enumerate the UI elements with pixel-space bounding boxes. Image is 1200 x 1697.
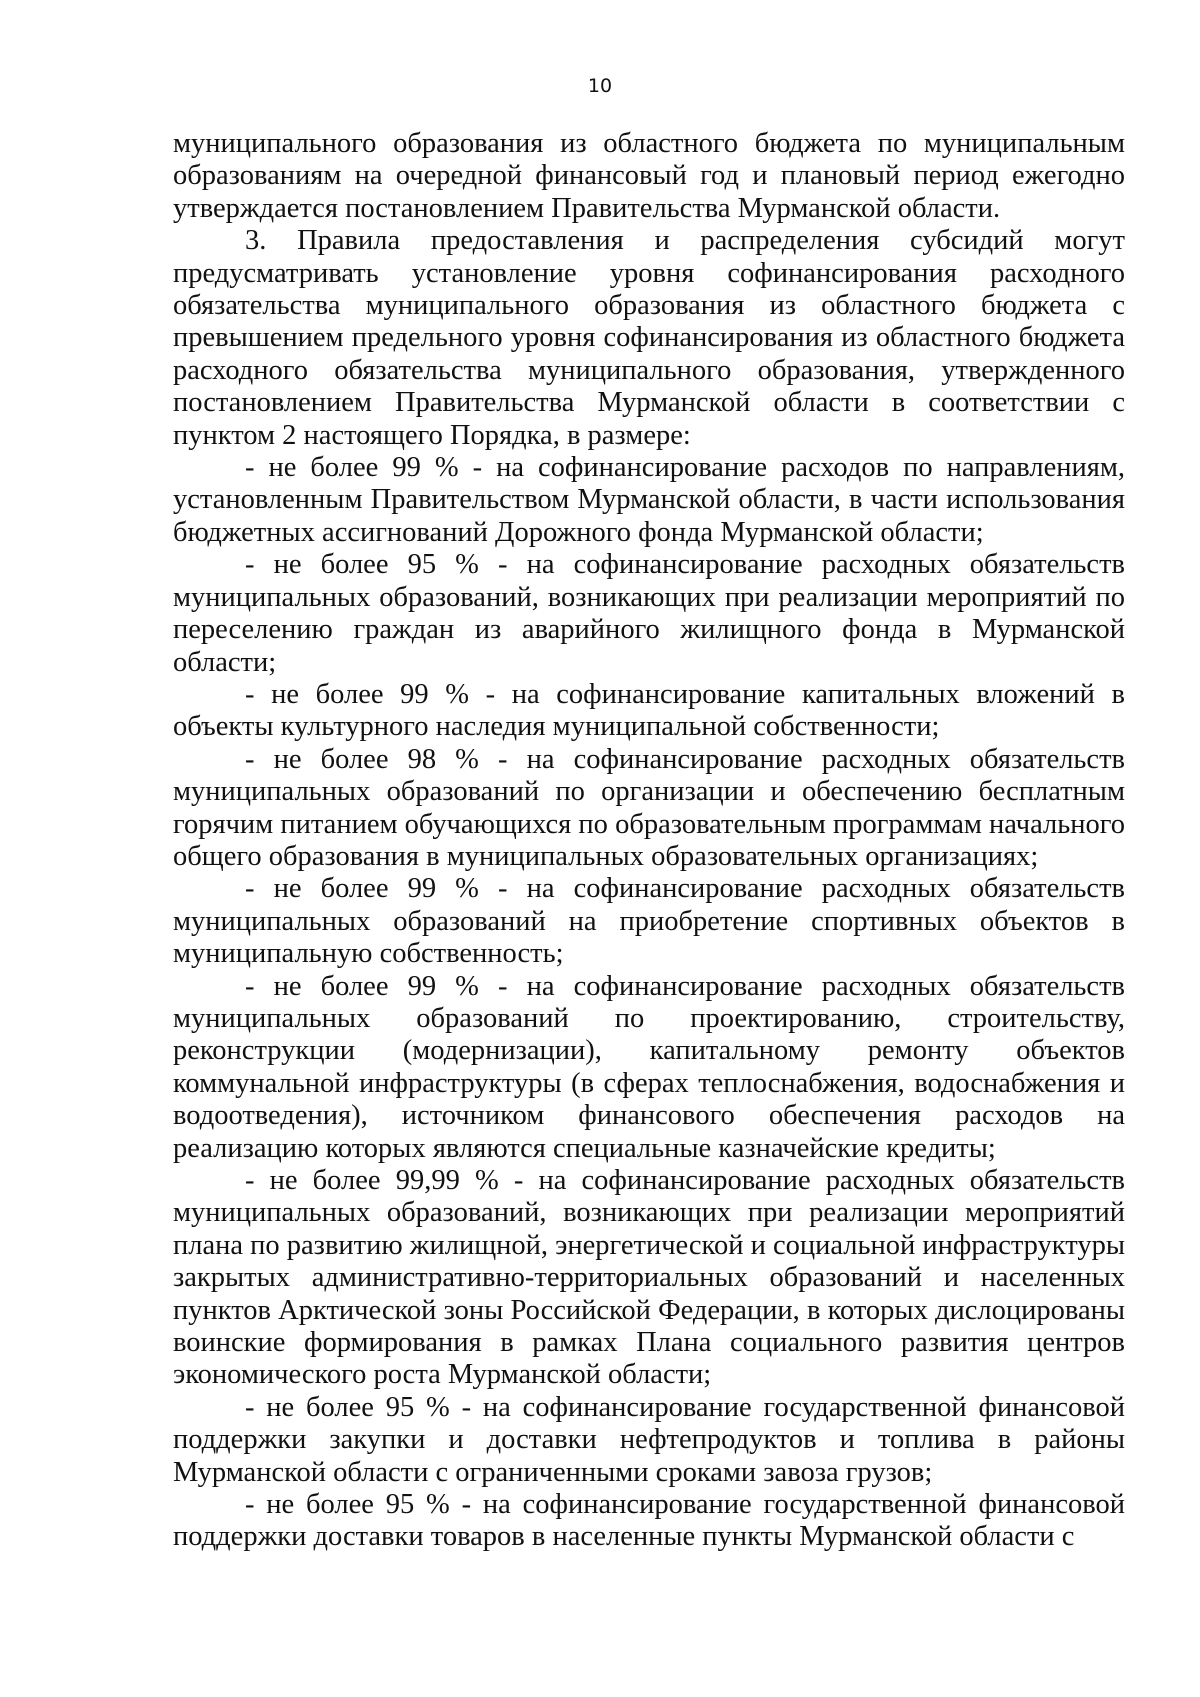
page-number: 10 [587,75,613,97]
document-body [173,128,1125,1554]
paragraph: - не более 99 % - на софинансирование расходов по направлениям, установленным Правительством Мурманской области, в части использования бюджетных ассигнований Дорожного фонда Мурманской области; [173,452,1125,548]
paragraph: - не более 95 % - на софинансирование расходных обязательств муниципальных образований, возникающих при реализации мероприятий по переселению граждан из аварийного жилищного фонда в Мурманской области; [173,549,1125,678]
paragraph: муниципального образования из областного бюджета по муниципальным образованиям на очередной финансовый год и плановый период ежегодно утверждается постановлением Правительства Мурманской области. [173,128,1125,224]
paragraph: - не более 99 % - на софинансирование расходных обязательств муниципальных образований на приобретение спортивных объектов в муниципальную собственность; [173,873,1125,970]
paragraph: - не более 95 % - на софинансирование государственной финансовой поддержки закупки и доставки нефтепродуктов и топлива в районы Мурманской области с ограниченными сроками завоза грузов; [173,1391,1125,1488]
paragraph: - не более 98 % - на софинансирование расходных обязательств муниципальных образований по организации и обеспечению бесплатным горячим питанием обучающихся по образовательным программам начального общего образования в муниципальных образовательных организациях; [173,743,1125,872]
paragraph: - не более 99,99 % - на софинансирование расходных обязательств муниципальных образований, возникающих при реализации мероприятий плана по развитию жилищной, энергетической и социальной инфраструктуры закрытых административно-территориальных образований и населенных пунктов Арктической зоны Российской Федерации, в которых дислоцированы воинские формирования в рамках Плана социального развития центров экономического роста Мурманской области; [173,1165,1125,1391]
paragraph: - не более 95 % - на софинансирование государственной финансовой поддержки доставки товаров в населенные пункты Мурманской области с [173,1489,1125,1553]
paragraph: - не более 99 % - на софинансирование капитальных вложений в объекты культурного наследия муниципальной собственности; [173,678,1125,743]
paragraph: 3. Правила предоставления и распределения субсидий могут предусматривать установление уровня софинансирования расходного обязательства муниципального образования из областного бюджета с превышением предельного уровня софинансирования из областного бюджета расходного обязательства муниципального образования, утвержденного постановлением Правительства Мурманской области в соответствии с пунктом 2 настоящего Порядка, в размере: [173,225,1125,451]
paragraph: - не более 99 % - на софинансирование расходных обязательств муниципальных образований по проектированию, строительству, реконструкции (модернизации), капитальному ремонту объектов коммунальной инфраструктуры (в сферах теплоснабжения, водоснабжения и водоотведения), источником финансового обеспечения расходов на реализацию которых являются специальные казначейские кредиты; [173,970,1125,1164]
